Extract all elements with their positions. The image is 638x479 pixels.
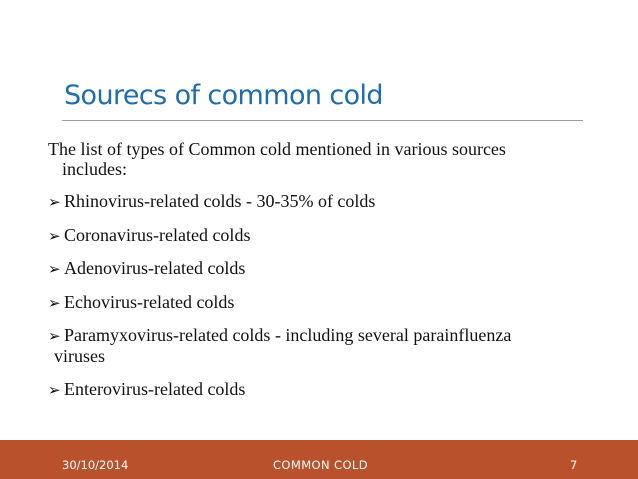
footer-bar [0,440,638,479]
title-divider [62,120,583,121]
slide-title: Sourecs of common cold [64,80,383,111]
list-item [48,325,588,366]
list-item-text: Adenovirus-related colds [64,258,246,278]
list-item [48,258,588,279]
footer-date: 30/10/2014 [62,458,129,472]
list-item [48,191,588,212]
list-item [48,379,588,400]
list-item-text: Coronavirus-related colds [64,224,251,245]
intro-line-2: includes: [62,159,127,179]
list-item-text: Rhinovirus-related colds - 30-35% of colds [64,191,376,211]
arrow-bullet-icon: ➢ [48,226,61,245]
footer-title: COMMON COLD [273,458,368,472]
list-item-continuation: viruses [54,346,105,366]
list-item [48,225,588,246]
list-item [48,292,588,313]
arrow-bullet-icon: ➢ [48,260,61,278]
intro-line-1: The list of types of Common cold mentioned in various sources [48,139,506,159]
arrow-bullet-icon: ➢ [48,193,61,211]
slide-body [48,139,588,412]
arrow-bullet-icon: ➢ [48,380,61,399]
arrow-bullet-icon: ➢ [48,293,61,312]
list-item-text: Echovirus-related colds [64,291,235,312]
list-item-text: Paramyxovirus-related colds - including several parainfluenza [64,325,512,345]
intro-text [48,139,588,179]
bullet-list [48,191,588,400]
list-item-text: Enterovirus-related colds [64,378,246,399]
page-number: 7 [570,458,578,472]
arrow-bullet-icon: ➢ [48,327,61,345]
